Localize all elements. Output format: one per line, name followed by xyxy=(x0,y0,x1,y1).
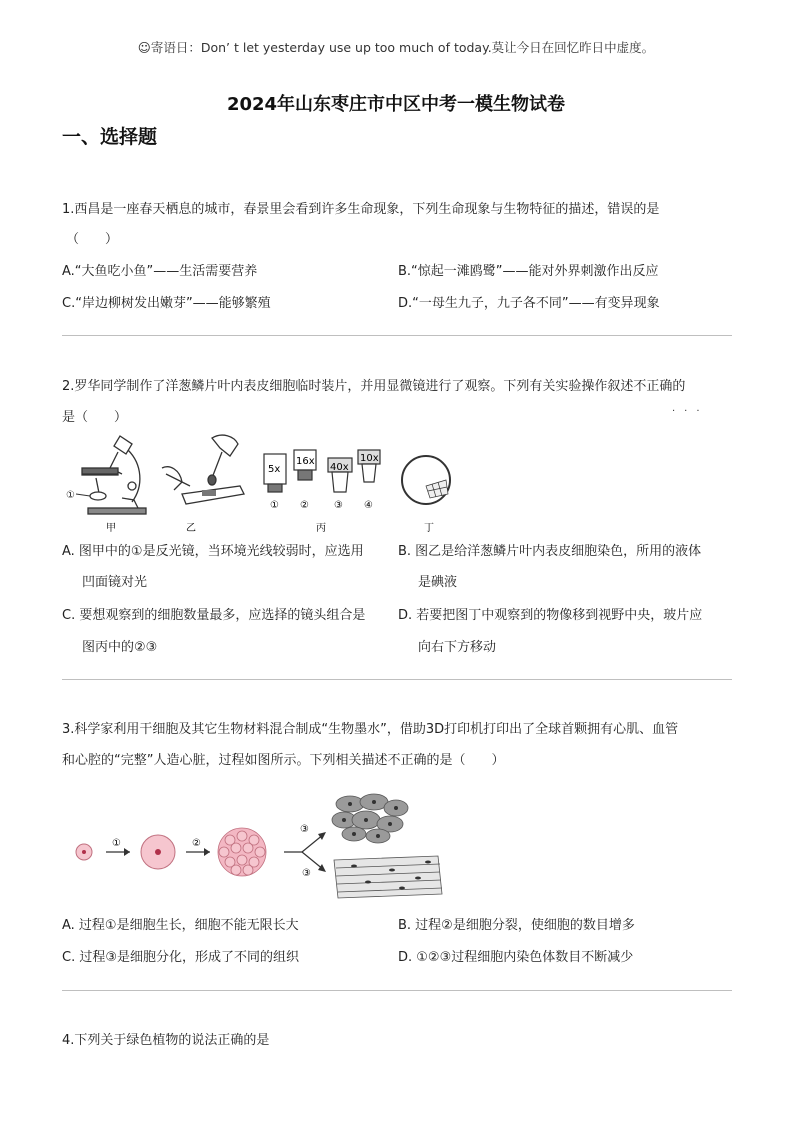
field-of-view xyxy=(402,456,450,504)
lens-label-5x: 5x xyxy=(268,464,281,475)
cell-process-figure xyxy=(62,790,462,900)
q2-option-c-cont: 图丙中的②③ xyxy=(82,640,158,655)
staining-drawing xyxy=(162,435,244,504)
emphasis-dots: ··· xyxy=(672,406,709,417)
question-2-paren: 是（ ） xyxy=(62,410,128,425)
q1-option-a: A.“大鱼吃小鱼”——生活需要营养 xyxy=(62,264,258,279)
q2-option-d: D. 若要把图丁中观察到的物像移到视野中央，玻片应 xyxy=(398,608,703,623)
q1-option-b: B.“惊起一滩鸥鹭”——能对外界刺激作出反应 xyxy=(398,264,659,279)
divider xyxy=(62,990,732,991)
figure-label-jia: 甲 xyxy=(106,523,116,534)
lens-number-4: ④ xyxy=(364,500,373,511)
q3-option-c: C. 过程③是细胞分化，形成了不同的组织 xyxy=(62,950,299,965)
divided-cells xyxy=(218,828,266,876)
question-4-stem: 4.下列关于绿色植物的说法正确的是 xyxy=(62,1033,270,1048)
q1-option-c: C.“岸边柳树发出嫩芽”——能够繁殖 xyxy=(62,296,271,311)
process-marker-3b: ③ xyxy=(302,868,311,879)
question-2-stem: 2.罗华同学制作了洋葱鳞片叶内表皮细胞临时装片，并用显微镜进行了观察。下列有关实验操作叙述不正确的 xyxy=(62,379,686,394)
q2-option-b: B. 图乙是给洋葱鳞片叶内表皮细胞染色，所用的液体 xyxy=(398,544,702,559)
microscope-drawing xyxy=(82,436,146,514)
q3-option-b: B. 过程②是细胞分裂，使细胞的数目增多 xyxy=(398,918,635,933)
q2-option-b-cont: 是碘液 xyxy=(418,575,458,590)
lens-label-40x: 40x xyxy=(330,462,349,473)
q2-option-a: A. 图甲中的①是反光镜，当环境光线较弱时，应选用 xyxy=(62,544,364,559)
q2-option-c: C. 要想观察到的细胞数量最多，应选择的镜头组合是 xyxy=(62,608,366,623)
lens-number-3: ③ xyxy=(334,500,343,511)
question-3-stem: 3.科学家利用干细胞及其它生物材料混合制成“生物墨水”，借助3D打印机打印出了全球首颗拥有心肌、血管 xyxy=(62,722,679,737)
divider xyxy=(62,679,732,680)
q3-option-d: D. ①②③过程细胞内染色体数目不断减少 xyxy=(398,950,634,965)
page-title: 2024年山东枣庄市中区中考一模生物试卷 xyxy=(226,94,566,115)
microscope-figure xyxy=(62,428,462,538)
question-1-paren: （ ） xyxy=(66,232,119,247)
section-heading: 一、选择题 xyxy=(62,126,158,148)
question-1-stem: 1.西昌是一座春天栖息的城市，春景里会看到许多生命现象，下列生命现象与生物特征的描述，错误的是 xyxy=(62,202,660,217)
q1-option-d: D.“一母生九子，九子各不同”——有变异现象 xyxy=(398,296,660,311)
figure-label-bing: 丙 xyxy=(316,523,326,534)
figure-label-yi: 乙 xyxy=(186,523,196,534)
lens-label-16x: 16x xyxy=(296,456,315,467)
question-3-stem-cont: 和心腔的“完整”人造心脏，过程如图所示。下列相关描述不正确的是（ ） xyxy=(62,753,505,768)
process-marker-1: ① xyxy=(112,838,121,849)
motto-line: ☺寄语日：Don’ t let yesterday use up too much of today.莫让今日在回忆昨日中虚度。 xyxy=(137,40,655,55)
q3-option-a: A. 过程①是细胞生长，细胞不能无限长大 xyxy=(62,918,299,933)
process-marker-2: ② xyxy=(192,838,201,849)
q2-option-a-cont: 凹面镜对光 xyxy=(82,575,148,590)
lens-number-2: ② xyxy=(300,500,309,511)
lens-label-10x: 10x xyxy=(360,453,379,464)
process-marker-3a: ③ xyxy=(300,824,309,835)
q2-option-d-cont: 向右下方移动 xyxy=(418,640,497,655)
mirror-marker: ① xyxy=(66,490,75,501)
figure-label-ding: 丁 xyxy=(424,523,434,534)
lens-number-1: ① xyxy=(270,500,279,511)
divider xyxy=(62,335,732,336)
